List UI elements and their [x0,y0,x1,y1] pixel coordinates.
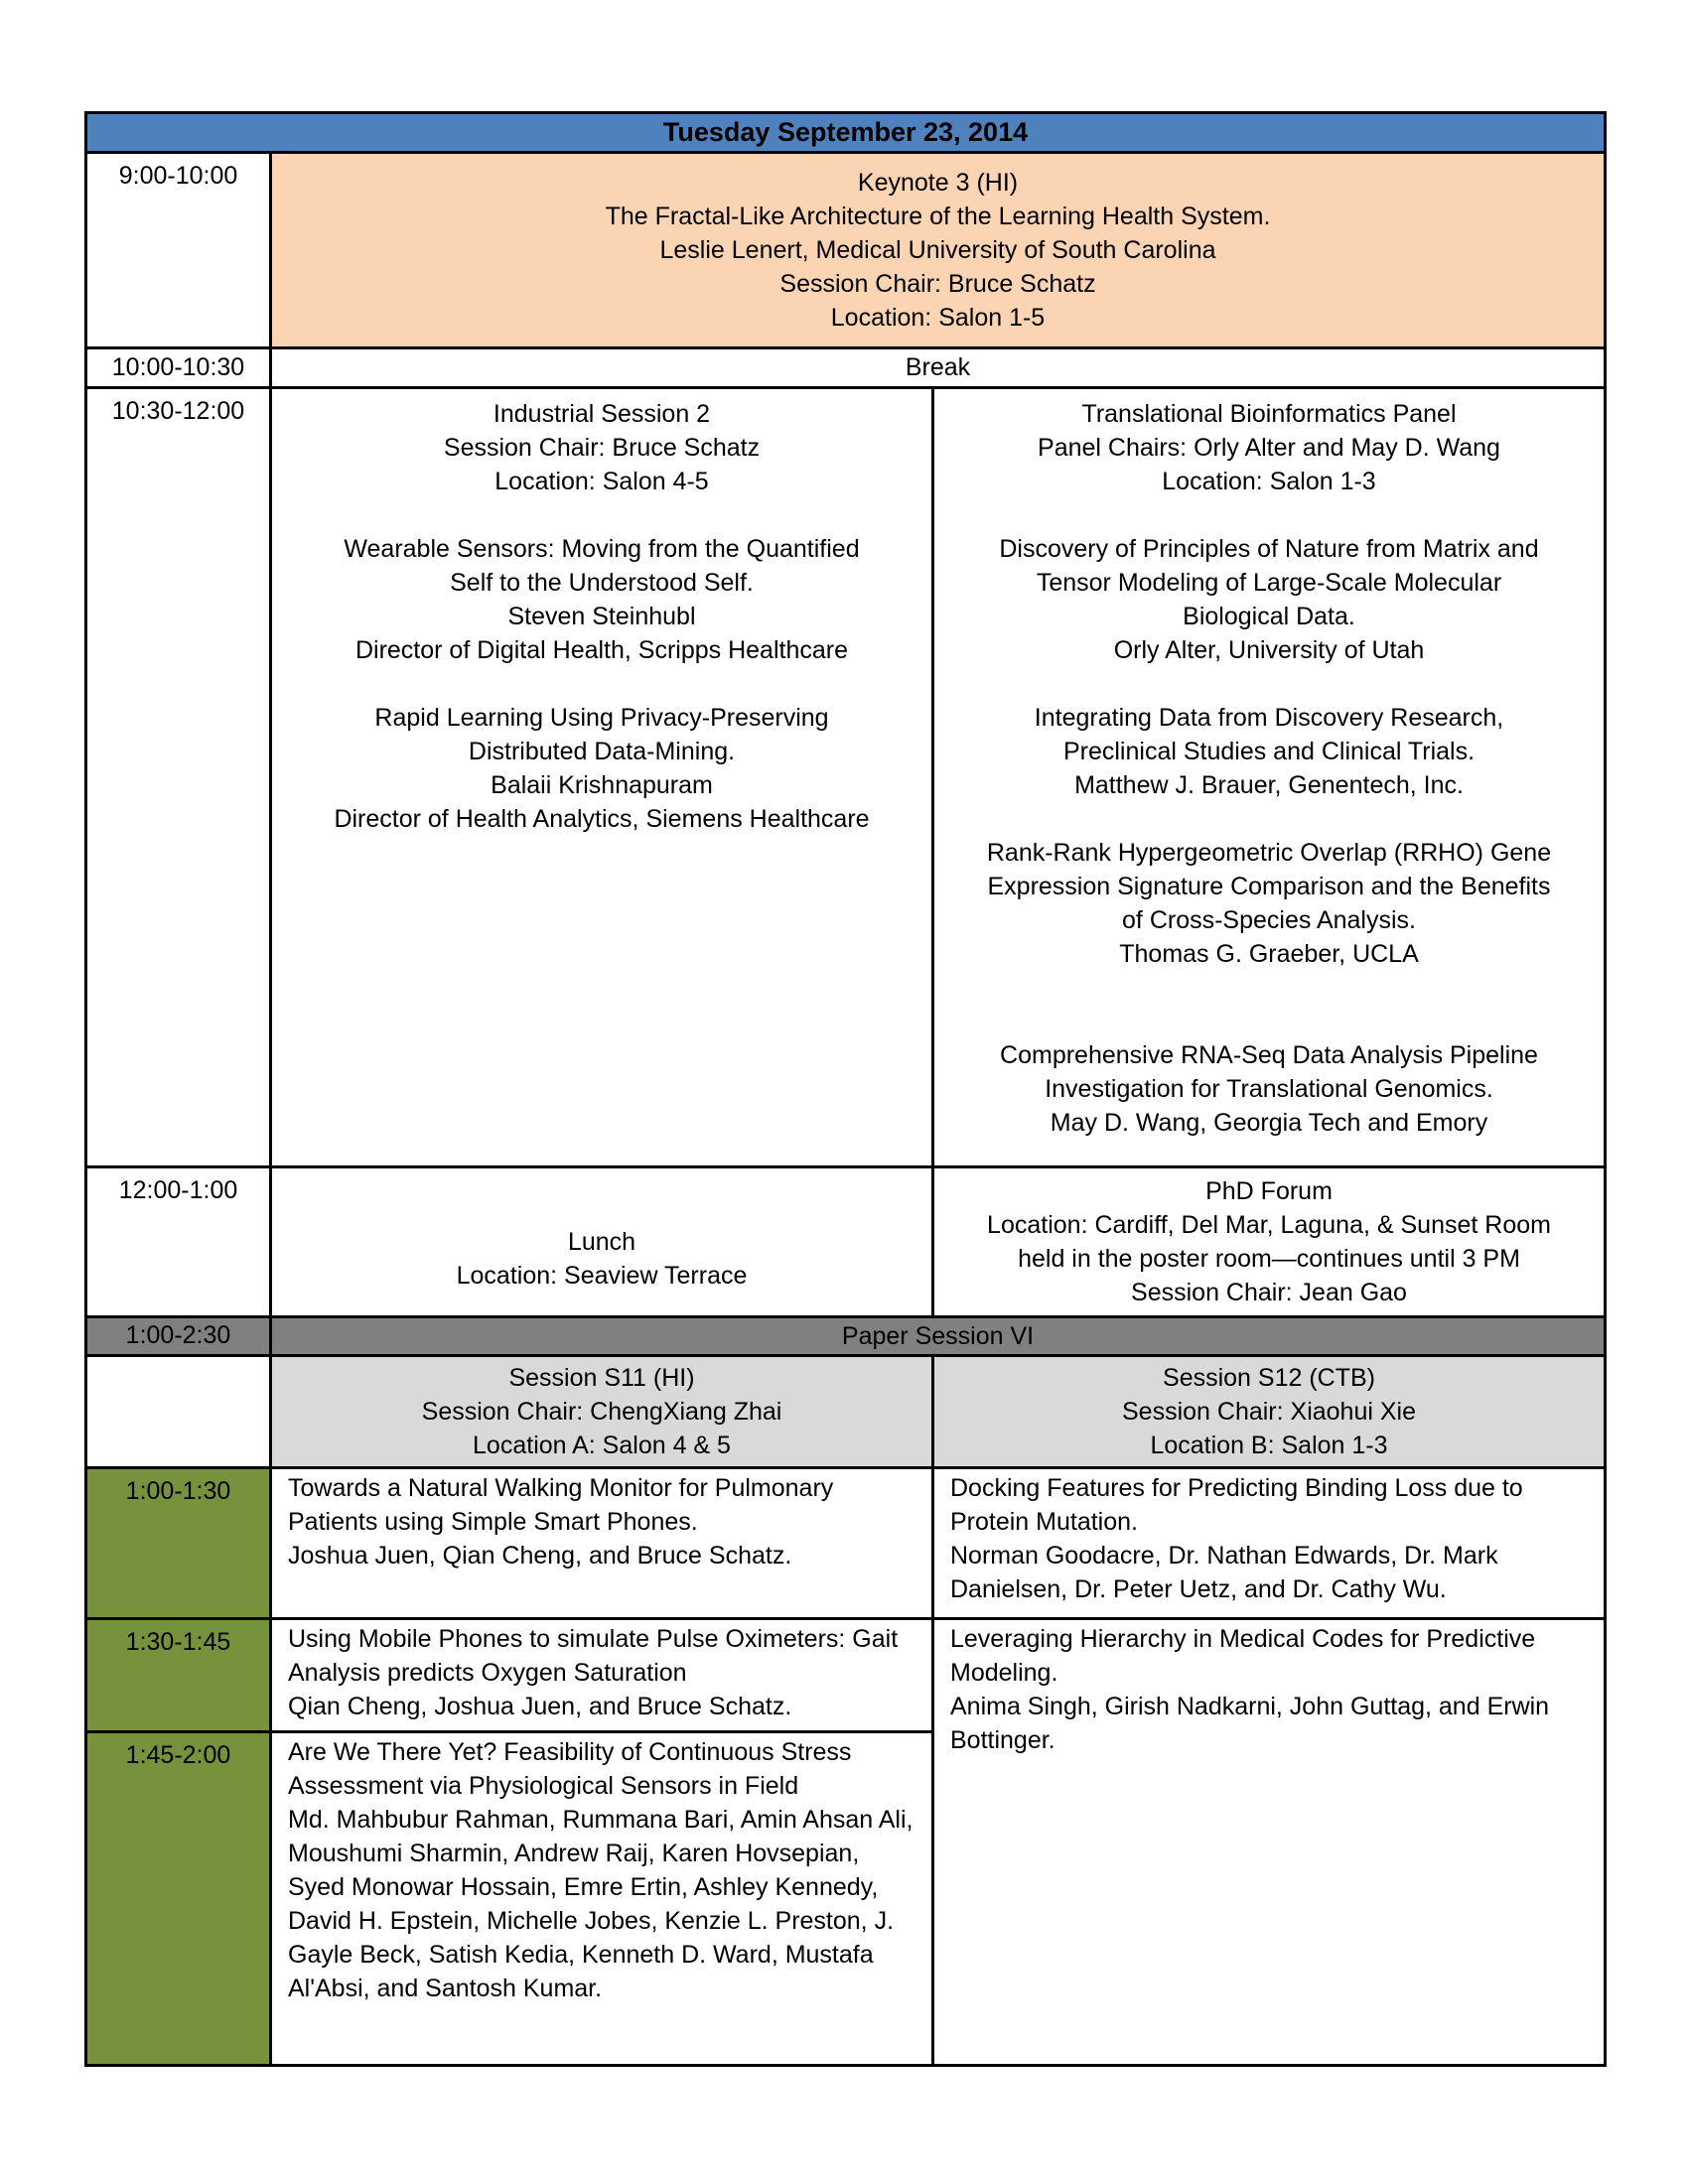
text-line: Orly Alter, University of Utah [1113,636,1425,664]
text-line: Rapid Learning Using Privacy-Preserving [374,704,829,732]
text-line: Self to the Understood Self. [450,569,754,597]
text-line: Using Mobile Phones to simulate Pulse Oximeters: Gait Analysis predicts Oxygen Saturation [288,1625,899,1687]
text-line: Md. Mahbubur Rahman, Rummana Bari, Amin Ahsan Ali, Moushumi Sharmin, Andrew Raij, Karen Hovsepian, Syed Monowar Hossain, Emre Ertin, Ashley Kennedy, David H. Epstein, Michelle Jobes, Kenzie L. Preston, J. Gayle Beck, Satish Kedia, Kenneth D. Ward, Mustafa Al'Absi, and Santosh Kumar. [288,1806,914,2002]
text-line: Session S11 (HI) [508,1364,695,1392]
lunch-cell [271,1167,933,1317]
text-line: PhD Forum [1205,1177,1333,1205]
text-line [944,971,1594,1005]
row-paper-slot-2 [86,1619,1606,1732]
text-line: Director of Digital Health, Scripps Healthcare [354,636,849,664]
text-line: Preclinical Studies and Clinical Trials. [1062,738,1476,765]
text-line: Location B: Salon 1-3 [1150,1432,1388,1459]
text-line: Rank-Rank Hypergeometric Overlap (RRHO) Gene [986,839,1552,867]
conference-schedule-table [84,111,1607,2067]
paper-cell-medical-codes [933,1619,1606,2066]
text-line [282,667,921,701]
text-line [282,1191,921,1225]
text-line [944,498,1594,532]
session-s12-header-cell [933,1356,1606,1468]
day-header: Tuesday September 23, 2014 [86,113,1606,153]
text-line: The Fractal-Like Architecture of the Learning Health System. [605,203,1271,230]
text-line: Session Chair: Xiaohui Xie [1122,1398,1416,1426]
text-line: Leslie Lenert, Medical University of South Carolina [659,236,1216,264]
row-keynote [86,153,1606,348]
time-cell-paper-3: 1:45-2:00 [86,1732,271,2066]
text-line: Discovery of Principles of Nature from Matrix and [999,535,1539,563]
text-line: Qian Cheng, Joshua Juen, and Bruce Schatz. [288,1693,792,1720]
text-line: Session Chair: ChengXiang Zhai [421,1398,782,1426]
text-line: Norman Goodacre, Dr. Nathan Edwards, Dr. Mark Danielsen, Dr. Peter Uetz, and Dr. Cathy Wu. [950,1542,1498,1603]
time-cell-paper-1: 1:00-1:30 [86,1468,271,1619]
industrial-session-cell [271,388,933,1167]
text-line: Thomas G. Graeber, UCLA [1119,940,1419,968]
text-line: Location: Salon 1-5 [830,304,1046,332]
text-line: Anima Singh, Girish Nadkarni, John Guttag, and Erwin Bottinger. [950,1693,1550,1754]
row-break [86,348,1606,388]
text-line: Integrating Data from Discovery Research, [1034,704,1504,732]
text-line: Translational Bioinformatics Panel [1081,400,1457,428]
time-cell-paper-2: 1:30-1:45 [86,1619,271,1732]
time-cell-break: 10:00-10:30 [86,348,271,388]
text-line: Director of Health Analytics, Siemens Healthcare [334,805,870,833]
time-cell-morning: 10:30-12:00 [86,388,271,1167]
text-line: held in the poster room—continues until 3 PM [1018,1245,1520,1273]
time-cell-paper-band: 1:00-2:30 [86,1317,271,1356]
row-paper-session-band [86,1317,1606,1356]
text-line: Session Chair: Jean Gao [1131,1279,1407,1306]
text-line: Location: Seaview Terrace [456,1262,748,1290]
text-line: Are We There Yet? Feasibility of Continuous Stress Assessment via Physiological Sensors in Field [288,1738,852,1800]
text-line: Docking Features for Predicting Binding Loss due to Protein Mutation. [950,1474,1523,1536]
text-line: Matthew J. Brauer, Genentech, Inc. [1074,771,1464,799]
text-line: Keynote 3 (HI) [857,169,1019,197]
row-session-subheaders [86,1356,1606,1468]
break-cell: Break [271,348,1606,388]
translational-bioinformatics-panel-cell [933,388,1606,1167]
time-cell-keynote: 9:00-10:00 [86,153,271,348]
text-line: Towards a Natural Walking Monitor for Pulmonary Patients using Simple Smart Phones. [288,1474,834,1536]
row-lunch [86,1167,1606,1317]
paper-cell-continuous-stress [271,1732,933,2066]
text-line [944,802,1594,836]
text-line: Panel Chairs: Orly Alter and May D. Wang [1038,434,1500,462]
text-line [944,1005,1594,1038]
row-day-header [86,113,1606,153]
text-line: Joshua Juen, Qian Cheng, and Bruce Schatz. [288,1542,792,1570]
phd-forum-cell [933,1167,1606,1317]
paper-cell-pulse-oximeters [271,1619,933,1732]
text-line: Location A: Salon 4 & 5 [473,1432,731,1459]
text-line: Steven Steinhubl [507,603,696,630]
time-cell-lunch: 12:00-1:00 [86,1167,271,1317]
text-line: Leveraging Hierarchy in Medical Codes for Predictive Modeling. [950,1625,1536,1687]
text-line: Location: Cardiff, Del Mar, Laguna, & Sunset Room [987,1211,1551,1239]
session-s11-header-cell [271,1356,933,1468]
text-line: May D. Wang, Georgia Tech and Emory [1050,1109,1488,1137]
row-paper-slot-1 [86,1468,1606,1619]
text-line: Expression Signature Comparison and the Benefits [987,873,1551,900]
text-line: Industrial Session 2 [492,400,711,428]
text-line: Location: Salon 1-3 [1162,468,1376,495]
paper-cell-docking-features [933,1468,1606,1619]
text-line: Balaii Krishnapuram [491,771,713,799]
time-cell-empty [86,1356,271,1468]
row-morning-sessions [86,388,1606,1167]
text-line: Distributed Data-Mining. [468,738,736,765]
text-line: Lunch [567,1228,636,1256]
text-line: Tensor Modeling of Large-Scale Molecular [1036,569,1502,597]
text-line: Investigation for Translational Genomics. [1045,1075,1493,1103]
paper-session-band-cell: Paper Session VI [271,1317,1606,1356]
text-line: Comprehensive RNA-Seq Data Analysis Pipeline [1000,1041,1538,1069]
keynote-cell [271,153,1606,348]
text-line: Biological Data. [1183,603,1355,630]
text-line: Session Chair: Bruce Schatz [443,434,761,462]
text-line: of Cross-Species Analysis. [1122,906,1416,934]
text-line [282,498,921,532]
text-line: Location: Salon 4-5 [494,468,709,495]
text-line: Wearable Sensors: Moving from the Quantified [344,535,860,563]
text-line [944,667,1594,701]
text-line: Session Chair: Bruce Schatz [779,270,1096,298]
paper-cell-walking-monitor [271,1468,933,1619]
text-line: Session S12 (CTB) [1163,1364,1375,1392]
